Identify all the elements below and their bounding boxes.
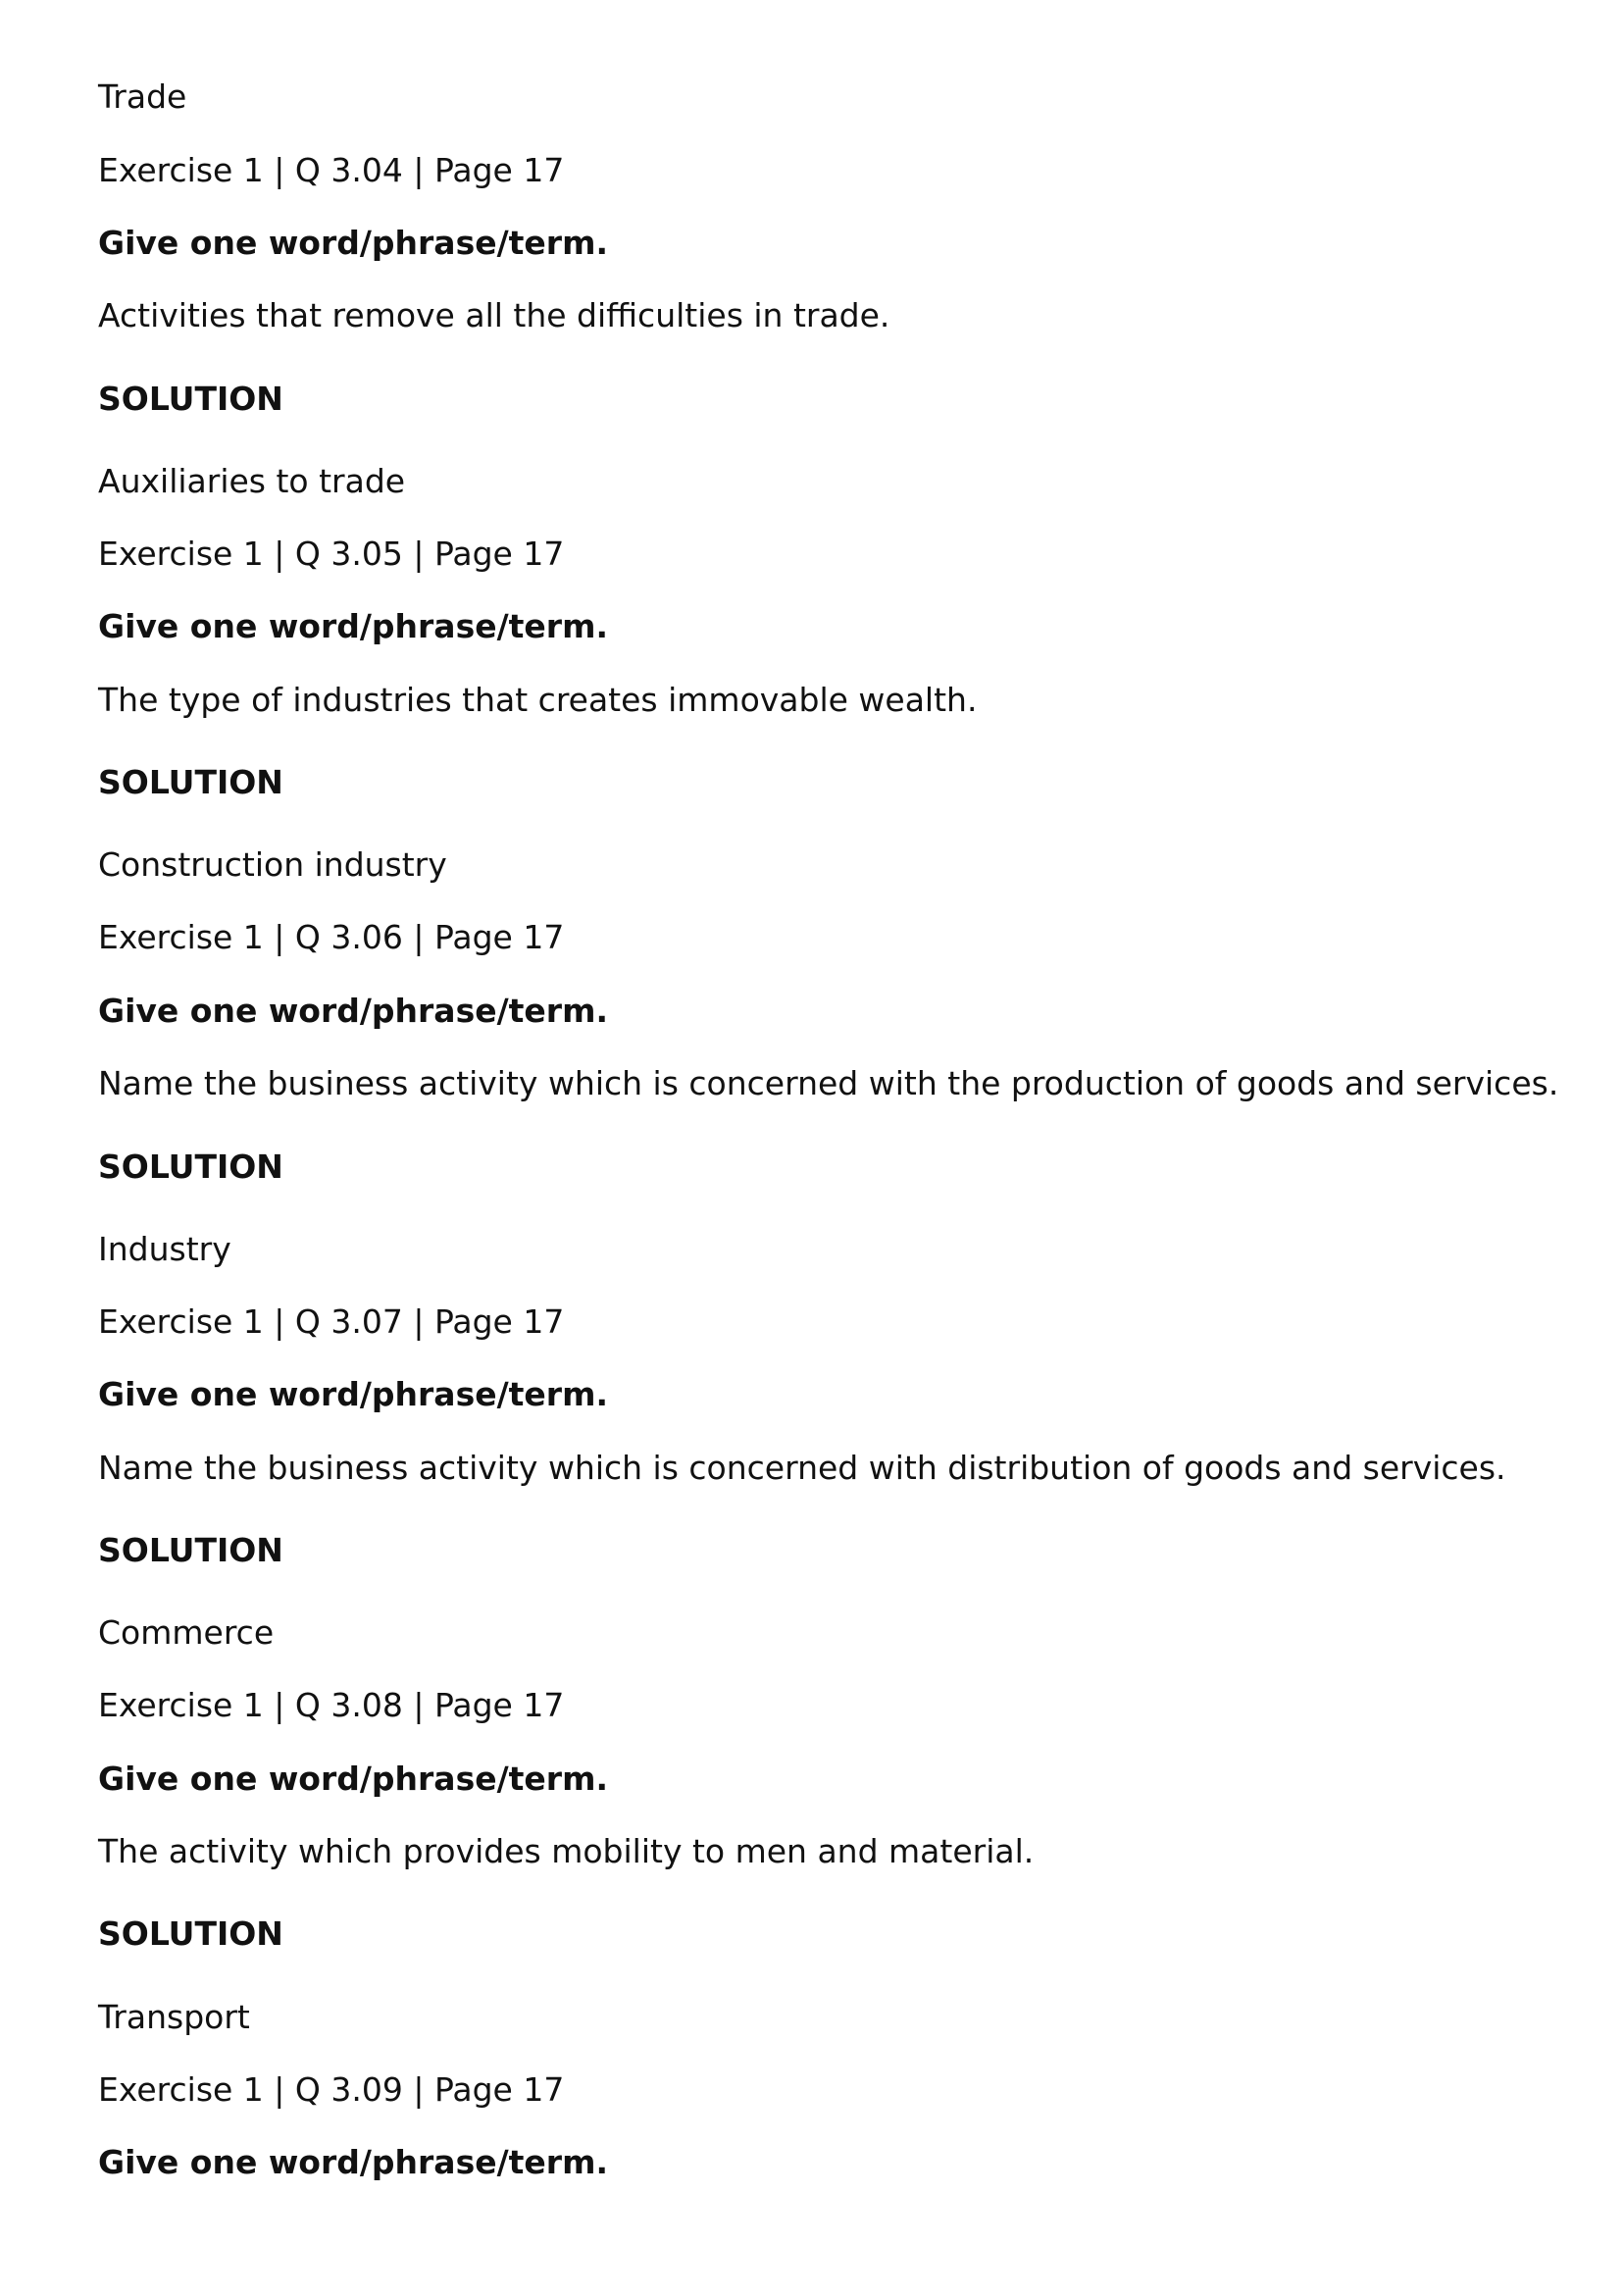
question-text: Name the business activity which is concerned with distribution of goods and services. xyxy=(98,1449,1506,1487)
question-reference: Exercise 1 | Q 3.08 | Page 17 xyxy=(98,1686,565,1724)
question-instruction: Give one word/phrase/term. xyxy=(98,1375,609,1413)
question-reference: Exercise 1 | Q 3.09 | Page 17 xyxy=(98,2070,565,2109)
question-reference: Exercise 1 | Q 3.04 | Page 17 xyxy=(98,151,565,189)
answer-text: Trade xyxy=(98,77,187,116)
question-text: The type of industries that creates immovable wealth. xyxy=(98,681,978,719)
question-reference: Exercise 1 | Q 3.07 | Page 17 xyxy=(98,1302,565,1341)
question-text: Activities that remove all the difficulties in trade. xyxy=(98,296,890,334)
question-reference: Exercise 1 | Q 3.05 | Page 17 xyxy=(98,535,565,573)
question-instruction: Give one word/phrase/term. xyxy=(98,224,609,262)
answer-text: Industry xyxy=(98,1230,231,1268)
answer-text: Transport xyxy=(98,1998,250,2036)
solution-heading: SOLUTION xyxy=(98,1148,283,1186)
question-instruction: Give one word/phrase/term. xyxy=(98,1760,609,1798)
question-text: The activity which provides mobility to men and material. xyxy=(98,1832,1035,1870)
solution-heading: SOLUTION xyxy=(98,1914,283,1953)
solution-heading: SOLUTION xyxy=(98,763,283,801)
question-instruction: Give one word/phrase/term. xyxy=(98,607,609,645)
answer-text: Construction industry xyxy=(98,845,447,884)
solution-heading: SOLUTION xyxy=(98,380,283,418)
question-instruction: Give one word/phrase/term. xyxy=(98,992,609,1030)
answer-text: Auxiliaries to trade xyxy=(98,462,406,500)
question-reference: Exercise 1 | Q 3.06 | Page 17 xyxy=(98,918,565,956)
answer-text: Commerce xyxy=(98,1613,275,1652)
solution-heading: SOLUTION xyxy=(98,1531,283,1569)
question-text: Name the business activity which is concerned with the production of goods and services. xyxy=(98,1064,1559,1102)
question-instruction: Give one word/phrase/term. xyxy=(98,2143,609,2181)
